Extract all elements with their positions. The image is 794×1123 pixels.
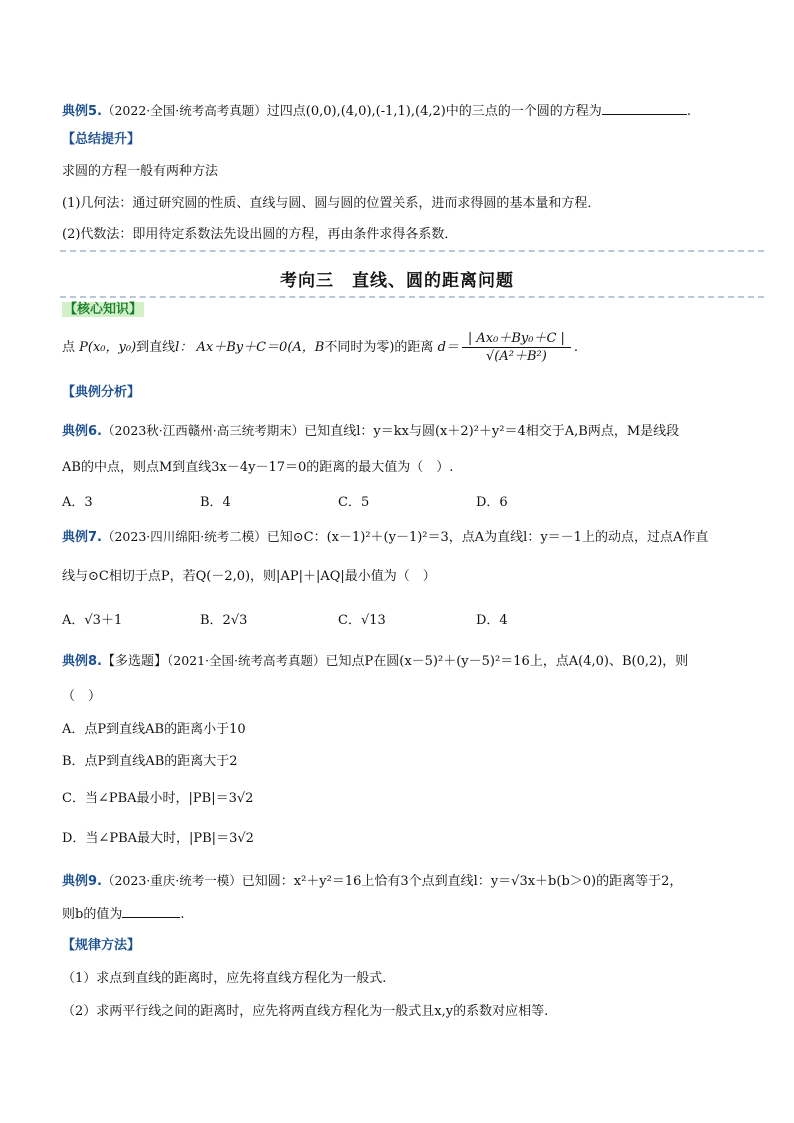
- fraction-denominator: √(A²＋B²): [486, 349, 547, 364]
- summary-point-2: (2)代数法：即用待定系数法先设出圆的方程，再由条件求得各系数．: [62, 227, 458, 242]
- option-d: D．4: [476, 613, 508, 628]
- example-source: （2023·重庆·统考一模）: [101, 873, 242, 888]
- summary-point-1: (1)几何法：通过研究圆的性质、直线与圆、圆与圆的位置关系，进而求得圆的基本量和方程．: [62, 196, 601, 211]
- formula-line-name: l：: [175, 340, 193, 355]
- option-d: D．6: [476, 495, 508, 510]
- option-d: D．当∠PBA最大时，|PB|＝3√2: [62, 831, 254, 846]
- example-text: 已知⊙C：(x－1)²＋(y－1)²＝3，点A为直线l：y＝－1上的动点，过点A作直: [266, 530, 709, 545]
- example-source: （2023·四川绵阳·统考二模）: [101, 529, 267, 544]
- formula-prefix: 点: [62, 340, 76, 355]
- example-label: 典例5.: [62, 104, 102, 119]
- section-title: 考向三 直线、圆的距离问题: [280, 271, 514, 291]
- option-c: C．5: [338, 495, 370, 510]
- period: .: [180, 907, 185, 922]
- summary-label: 【总结提升】: [62, 132, 141, 147]
- option-b: B．点P到直线AB的距离大于2: [62, 754, 238, 769]
- example-source: （2021·全国·统考高考真题）: [167, 653, 326, 668]
- method-label: 【规律方法】: [62, 938, 141, 953]
- formula-condition: 不同时为零)的距离: [324, 340, 434, 355]
- example-source: （2023秋·江西赣州·高三统考期末）: [101, 423, 305, 438]
- answer-blank: [602, 102, 687, 115]
- summary-intro: 求圆的方程一般有两种方法: [62, 164, 219, 179]
- example-5: [62, 102, 691, 121]
- example-7-line-1: [62, 528, 708, 547]
- answer-blank: [122, 905, 180, 918]
- analysis-heading: [62, 384, 140, 402]
- option-b: B．4: [200, 495, 231, 510]
- example-8-line-2: （ ）: [62, 689, 102, 704]
- formula-line-eq: Ax＋By＋C＝0(A，B: [196, 340, 325, 355]
- example-8-line-1: [62, 652, 688, 671]
- example-source: （2022·全国·统考高考真题）: [101, 103, 267, 118]
- example-label: 典例8.: [62, 654, 102, 669]
- example-label: 典例7.: [62, 530, 102, 545]
- formula-end: .: [573, 340, 579, 355]
- example-text: 已知点P在圆(x－5)²＋(y－5)²＝16上，点A(4,0)、B(0,2)，则: [325, 654, 689, 669]
- option-c: C．√13: [338, 613, 386, 628]
- distance-formula: [62, 328, 578, 368]
- core-knowledge-heading: [62, 301, 144, 319]
- example-text: 已知圆：x²＋y²＝16上恰有3个点到直线l：y＝√3x＋b(b＞0)的距离等于2，: [241, 874, 683, 889]
- example-9-line-1: [62, 872, 682, 891]
- analysis-label: 【典例分析】: [62, 385, 141, 400]
- method-heading: [62, 937, 140, 955]
- formula-to-line: 到直线: [136, 340, 176, 355]
- option-c: C．当∠PBA最小时，|PB|＝3√2: [62, 791, 254, 806]
- summary-heading: [62, 131, 140, 149]
- formula-d: d＝: [437, 340, 459, 355]
- example-text: 则b的值为: [62, 907, 123, 922]
- distance-fraction: [462, 330, 571, 365]
- example-6-line-2: AB的中点，则点M到直线3x－4y－17＝0的距离的最大值为（ ）.: [62, 460, 454, 475]
- example-6-line-1: [62, 422, 679, 441]
- section-divider-top: [60, 250, 764, 252]
- option-b: B．2√3: [200, 613, 248, 628]
- example-7-line-2: 线与⊙C相切于点P，若Q(－2,0)，则|AP|＋|AQ|最小值为（ ）: [62, 569, 436, 584]
- option-a: A．3: [62, 495, 93, 510]
- fraction-numerator: | Ax₀＋By₀＋C |: [462, 330, 571, 348]
- period: .: [686, 104, 691, 119]
- option-a: A．点P到直线AB的距离小于10: [62, 722, 246, 737]
- example-9-line-2: [62, 905, 184, 924]
- formula-point: P(x₀，y₀): [79, 340, 137, 355]
- example-label: 典例9.: [62, 874, 102, 889]
- example-tag: 【多选题】: [101, 654, 167, 669]
- option-a: A．√3＋1: [62, 613, 123, 628]
- example-text: 过四点(0,0),(4,0),(-1,1),(4,2)中的三点的一个圆的方程为: [266, 104, 602, 119]
- example-label: 典例6.: [62, 424, 102, 439]
- core-knowledge-label: 【核心知识】: [64, 302, 143, 317]
- method-point-2: （2）求两平行线之间的距离时，应先将两直线方程化为一般式且x,y的系数对应相等.: [62, 1004, 549, 1019]
- section-divider-bottom: [60, 296, 764, 298]
- method-point-1: （1）求点到直线的距离时，应先将直线方程化为一般式.: [62, 971, 387, 986]
- example-text: 已知直线l：y＝kx与圆(x＋2)²＋y²＝4相交于A,B两点，M是线段: [304, 424, 680, 439]
